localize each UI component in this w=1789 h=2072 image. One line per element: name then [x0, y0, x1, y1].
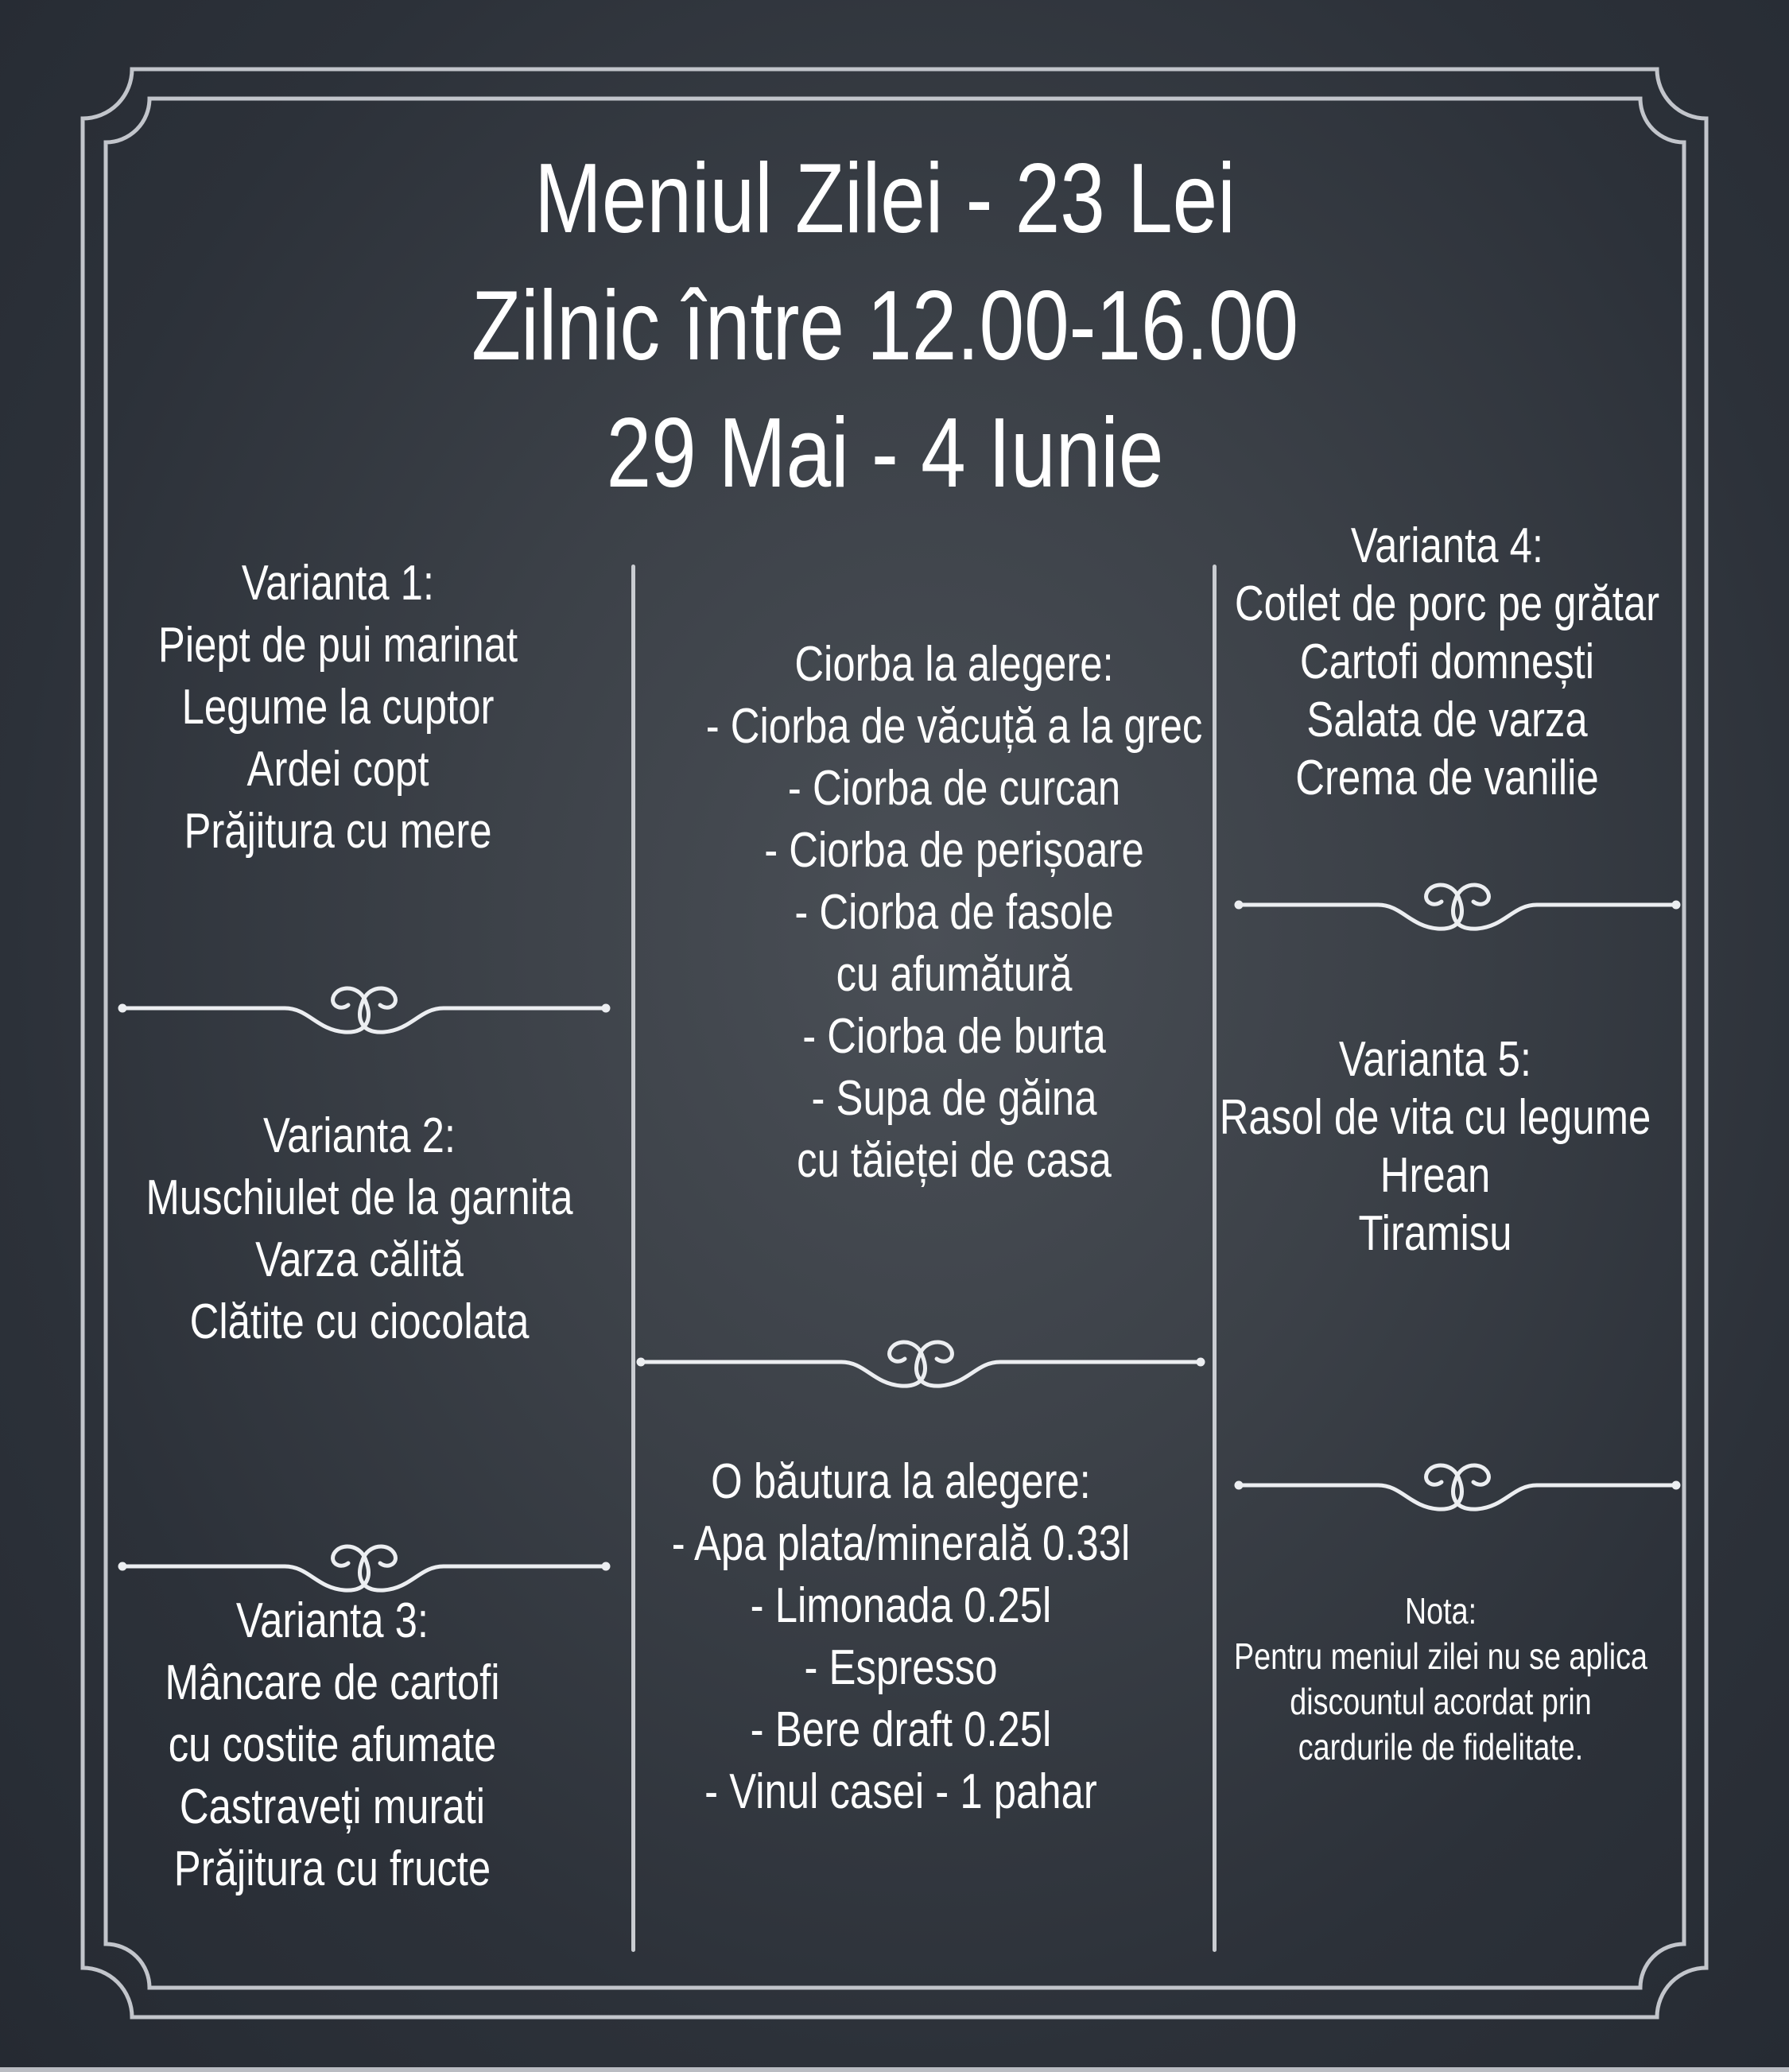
title-price-line: Meniul Zilei - 23 Lei	[534, 144, 1236, 254]
note-block	[1234, 1589, 1647, 1770]
menu-item: - Ciorba de perișoare	[764, 823, 1144, 878]
varianta-4-title: Varianta 4:	[1350, 518, 1544, 573]
menu-item: Hrean	[1380, 1148, 1491, 1203]
menu-item: Tiramisu	[1358, 1206, 1512, 1261]
flourish-divider-icon	[1234, 867, 1681, 938]
menu-item: Cotlet de porc pe grătar	[1234, 576, 1660, 631]
flourish-divider-icon	[1234, 1447, 1681, 1519]
menu-item: Muschiulet de la garnita	[146, 1170, 573, 1225]
varianta-4-block	[1235, 517, 1659, 807]
menu-item: - Vinul casei - 1 pahar	[704, 1764, 1097, 1819]
note-title: Nota:	[1404, 1590, 1477, 1632]
varianta-1-block	[158, 553, 518, 863]
menu-item: Varza călită	[255, 1232, 464, 1287]
menu-item: - Ciorba de fasole	[794, 885, 1114, 940]
menu-item: Cartofi domnești	[1299, 634, 1595, 689]
soups-block	[706, 634, 1203, 1192]
flourish-divider-icon	[636, 1324, 1205, 1395]
title-hours-line: Zilnic între 12.00-16.00	[472, 271, 1298, 381]
flourish-divider-icon	[118, 1528, 611, 1600]
menu-item: Crema de vanilie	[1295, 751, 1599, 805]
varianta-2-title: Varianta 2:	[262, 1108, 456, 1163]
varianta-5-title: Varianta 5:	[1338, 1032, 1532, 1087]
menu-item: - Ciorba de curcan	[787, 761, 1121, 816]
menu-item: Rasol de vita cu legume	[1219, 1090, 1651, 1145]
soups-title: Ciorba la alegere:	[794, 637, 1114, 692]
menu-item: Salata de varza	[1306, 693, 1588, 747]
varianta-3-title: Varianta 3:	[235, 1593, 429, 1648]
varianta-3-block	[165, 1590, 499, 1900]
menu-item: cu costite afumate	[168, 1717, 497, 1772]
drinks-block	[672, 1451, 1131, 1823]
menu-item: Castraveți murati	[179, 1779, 486, 1834]
bottom-edge-strip	[0, 2067, 1789, 2072]
menu-item: Clătite cu ciocolata	[189, 1294, 530, 1349]
menu-item: cu tăieței de casa	[797, 1133, 1112, 1188]
menu-item: Prăjitura cu mere	[184, 804, 492, 859]
menu-item: Prăjitura cu fructe	[173, 1841, 491, 1896]
note-line: discountul acordat prin	[1290, 1681, 1592, 1722]
column-separator-right	[1213, 565, 1217, 1952]
varianta-5-block	[1220, 1030, 1651, 1263]
varianta-2-block	[146, 1105, 573, 1353]
column-separator-left	[631, 565, 635, 1952]
flourish-divider-icon	[118, 970, 611, 1042]
menu-item: Mâncare de cartofi	[165, 1655, 500, 1710]
menu-item: cu afumătură	[836, 947, 1073, 1002]
menu-item: Ardei copt	[246, 742, 429, 797]
menu-item: - Apa plata/minerală 0.33l	[671, 1516, 1131, 1571]
note-line: cardurile de fidelitate.	[1298, 1726, 1584, 1767]
menu-item: - Limonada 0.25l	[750, 1578, 1052, 1633]
menu-item: Legume la cuptor	[181, 680, 495, 735]
menu-item: - Bere draft 0.25l	[750, 1702, 1052, 1757]
varianta-1-title: Varianta 1:	[241, 556, 435, 611]
title-dates-line: 29 Mai - 4 Iunie	[606, 398, 1164, 508]
page-title	[472, 135, 1298, 517]
menu-item: Piept de pui marinat	[157, 618, 518, 673]
menu-item: - Espresso	[804, 1640, 998, 1695]
menu-item: - Ciorba de văcuță a la grec	[705, 699, 1203, 754]
menu-item: - Supa de găina	[811, 1071, 1097, 1126]
drinks-title: O băutura la alegere:	[711, 1454, 1091, 1509]
menu-item: - Ciorba de burta	[802, 1009, 1106, 1064]
note-line: Pentru meniul zilei nu se aplica	[1234, 1635, 1647, 1677]
